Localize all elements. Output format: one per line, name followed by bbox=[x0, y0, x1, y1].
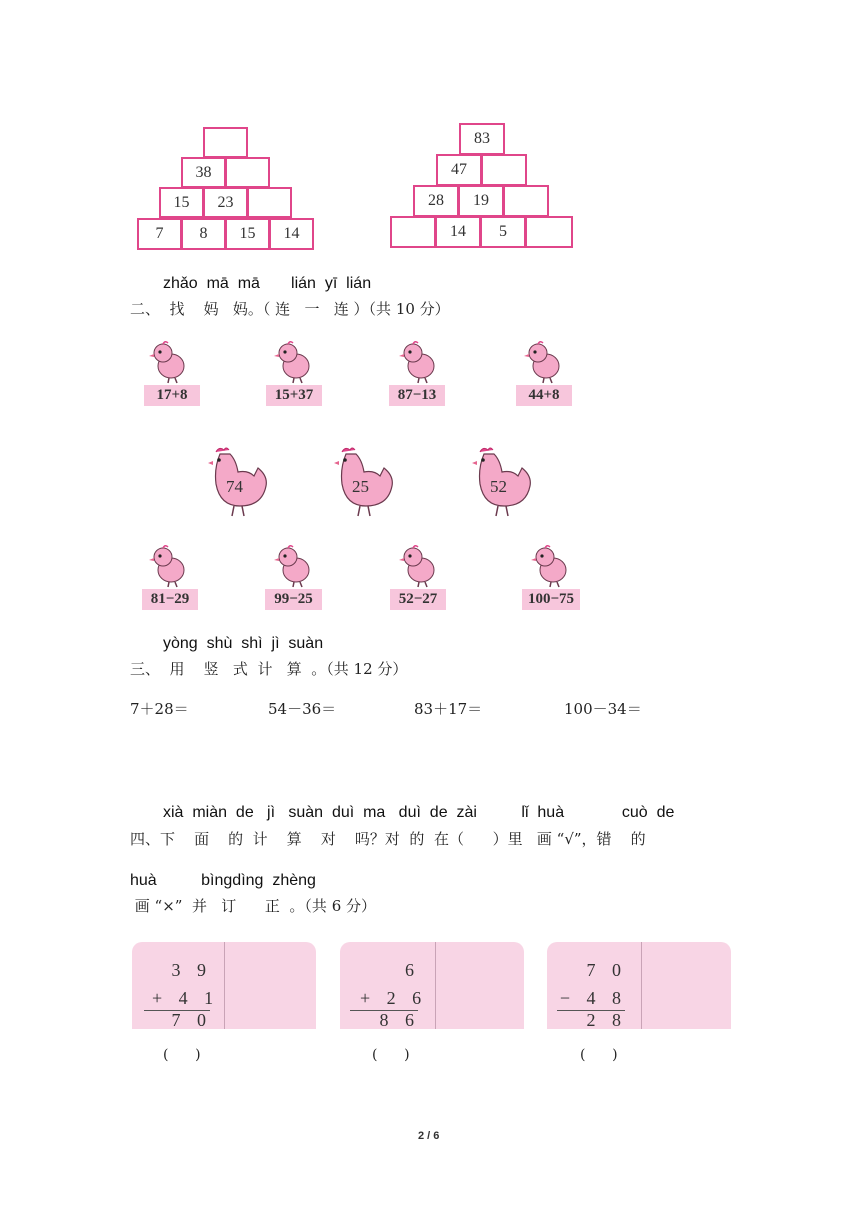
chick-label[interactable]: 87−13 bbox=[389, 385, 445, 406]
section4-pinyin-line1: xià miàn de jì suàn duì ma duì de zài lǐ huà cuò de bbox=[163, 804, 675, 821]
pyramid-cell: 38 bbox=[181, 157, 226, 188]
card-operand: − 4 8 bbox=[559, 988, 627, 1008]
chick-icon bbox=[145, 542, 191, 588]
card-result: 7 0 bbox=[171, 1010, 212, 1030]
card-result: 2 8 bbox=[586, 1010, 627, 1030]
card-divider bbox=[641, 942, 642, 1029]
pyramid-cell: 15 bbox=[159, 187, 204, 218]
chick-icon bbox=[395, 338, 441, 384]
calc-problem: 83＋17＝ bbox=[414, 700, 483, 718]
pyramid-cell: 7 bbox=[137, 218, 182, 250]
answer-paren[interactable]: ( ) bbox=[580, 1047, 618, 1063]
pyramid-cell: 83 bbox=[459, 123, 505, 155]
pyramid-cell: 23 bbox=[203, 187, 248, 218]
chick-label[interactable]: 52−27 bbox=[390, 589, 446, 610]
section4-heading-line2: 画 “×” 并 订 正 。（共 6 分） bbox=[130, 897, 377, 915]
card-top-number: 3 9 bbox=[171, 960, 212, 980]
calc-problem: 7＋28＝ bbox=[130, 700, 189, 718]
section3-pinyin: yòng shù shì jì suàn bbox=[163, 635, 324, 652]
pyramid-cell: 19 bbox=[458, 185, 504, 217]
pyramid-cell[interactable] bbox=[525, 216, 573, 248]
chick-icon bbox=[520, 338, 566, 384]
pyramid-cell: 14 bbox=[435, 216, 481, 248]
pyramid-cell[interactable] bbox=[481, 154, 527, 186]
pyramid-cell[interactable] bbox=[503, 185, 549, 217]
chick-label[interactable]: 81−29 bbox=[142, 589, 198, 610]
page-number: 2 / 6 bbox=[418, 1130, 440, 1142]
section3-heading: 三、 用 竖 式 计 算 。（共 12 分） bbox=[130, 660, 408, 678]
card-divider bbox=[224, 942, 225, 1029]
card-result: 8 6 bbox=[379, 1010, 420, 1030]
hen-number: 25 bbox=[352, 477, 369, 496]
chick-icon bbox=[395, 542, 441, 588]
card-operand: + 4 1 bbox=[152, 988, 220, 1008]
pyramid-cell[interactable] bbox=[203, 127, 248, 158]
chick-label[interactable]: 17+8 bbox=[144, 385, 200, 406]
chick-icon bbox=[527, 542, 573, 588]
section4-heading-line1: 四、下 面 的 计 算 对 吗？对 的 在（ ）里 画 “√”，错 的 bbox=[130, 830, 646, 848]
chick-label[interactable]: 15+37 bbox=[266, 385, 322, 406]
check-card bbox=[547, 942, 731, 1029]
pyramid-cell: 14 bbox=[269, 218, 314, 250]
calc-problem: 100－34＝ bbox=[564, 700, 642, 718]
card-operand: + 2 6 bbox=[360, 988, 428, 1008]
card-top-number: 6 bbox=[405, 960, 420, 980]
card-divider bbox=[435, 942, 436, 1029]
check-card bbox=[340, 942, 524, 1029]
pyramid-cell[interactable] bbox=[225, 157, 270, 188]
chick-icon bbox=[145, 338, 191, 384]
calc-problem: 54－36＝ bbox=[268, 700, 337, 718]
hen-number: 74 bbox=[226, 477, 243, 496]
section2-heading: 二、 找 妈 妈。（ 连 一 连 ）（共 10 分） bbox=[130, 300, 450, 318]
pyramid-cell: 47 bbox=[436, 154, 482, 186]
chick-label[interactable]: 100−75 bbox=[522, 589, 580, 610]
pyramid-cell: 15 bbox=[225, 218, 270, 250]
pyramid-cell: 8 bbox=[181, 218, 226, 250]
pyramid-cell: 5 bbox=[480, 216, 526, 248]
hen-number: 52 bbox=[490, 477, 507, 496]
answer-paren[interactable]: ( ) bbox=[372, 1047, 410, 1063]
pyramid-cell[interactable] bbox=[390, 216, 436, 248]
answer-paren[interactable]: ( ) bbox=[163, 1047, 201, 1063]
section4-pinyin-line2: huà bìngdìng zhèng bbox=[130, 872, 316, 889]
pyramid-cell[interactable] bbox=[247, 187, 292, 218]
chick-icon bbox=[270, 542, 316, 588]
card-top-number: 7 0 bbox=[586, 960, 627, 980]
chick-label[interactable]: 44+8 bbox=[516, 385, 572, 406]
chick-label[interactable]: 99−25 bbox=[265, 589, 322, 610]
pyramid-cell: 28 bbox=[413, 185, 459, 217]
section2-pinyin: zhǎo mā mā lián yī lián bbox=[163, 275, 372, 292]
chick-icon bbox=[270, 338, 316, 384]
check-card bbox=[132, 942, 316, 1029]
